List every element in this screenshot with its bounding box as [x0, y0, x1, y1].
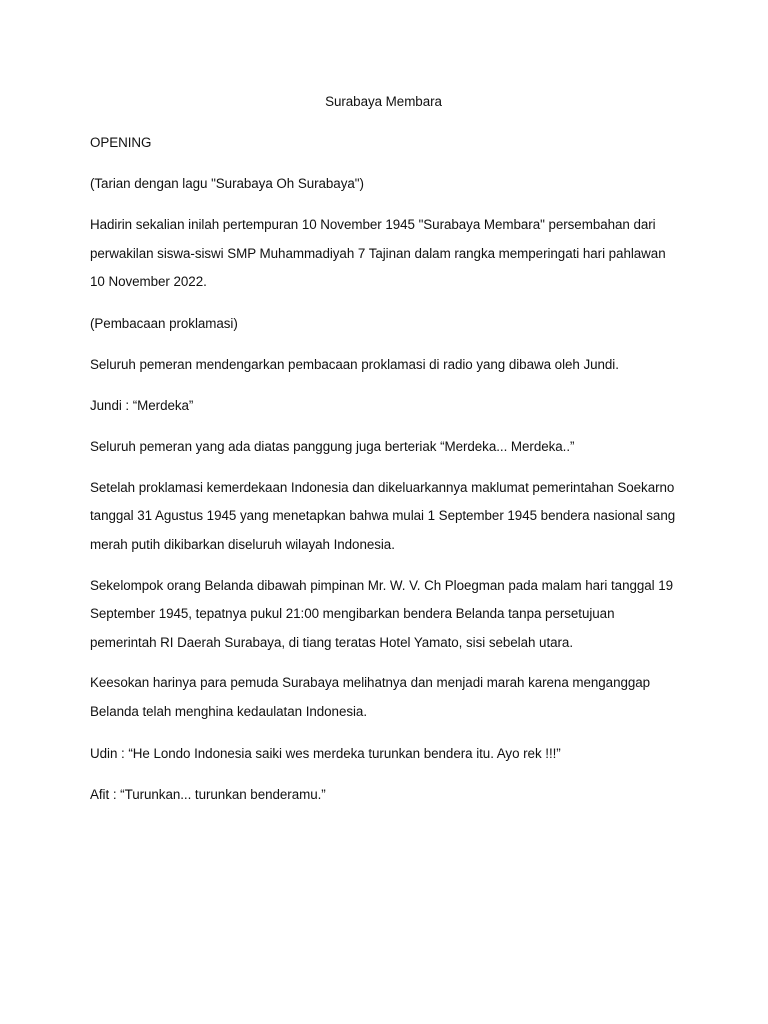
dialogue-jundi: Jundi : “Merdeka” [90, 397, 194, 413]
paragraph-next-day: Keesokan harinya para pemuda Surabaya melihatnya dan menjadi marah karena menganggap Belanda telah menghina kedaulatan Indonesia. [90, 675, 651, 719]
paragraph-proclamation-reading: (Pembacaan proklamasi) [90, 315, 238, 331]
paragraph-opening: OPENING [90, 135, 152, 150]
paragraph-after-proclamation: Setelah proklamasi kemerdekaan Indonesia dan dikeluarkannya maklumat pemerintahan Soekarno tanggal 31 Agustus 1945 yang menetapkan bahwa mulai 1 September 1945 bendera nasional sang merah putih dikibarkan diseluruh wilayah Indonesia. [90, 479, 676, 552]
paragraph-intro: Hadirin sekalian inilah pertempuran 10 November 1945 "Surabaya Membara" persembahan dari perwakilan siswa-siswi SMP Muhammadiyah 7 Tajinan dalam rangka memperingati hari pahlawan 10 November 2022. [90, 217, 666, 290]
dialogue-afit: Afit : “Turunkan... turunkan benderamu.” [90, 786, 326, 802]
paragraph-dutch-group: Sekelompok orang Belanda dibawah pimpinan Mr. W. V. Ch Ploegman pada malam hari tanggal 19 September 1945, tepatnya pukul 21:00 mengibarkan bendera Belanda tanpa persetujuan pemerintah RI Daerah Surabaya, di tiang teratas Hotel Yamato, sisi sebelah utara. [90, 577, 674, 650]
paragraph-radio: Seluruh pemeran mendengarkan pembacaan proklamasi di radio yang dibawa oleh Jundi. [90, 356, 619, 372]
document-title: Surabaya Membara [325, 94, 442, 109]
dialogue-udin: Udin : “He Londo Indonesia saiki wes merdeka turunkan bendera itu. Ayo rek !!!” [90, 745, 561, 761]
paragraph-shout: Seluruh pemeran yang ada diatas panggung juga berteriak “Merdeka... Merdeka..” [90, 438, 575, 454]
paragraph-dance: (Tarian dengan lagu "Surabaya Oh Surabaya") [90, 176, 364, 191]
document-body [90, 92, 680, 805]
